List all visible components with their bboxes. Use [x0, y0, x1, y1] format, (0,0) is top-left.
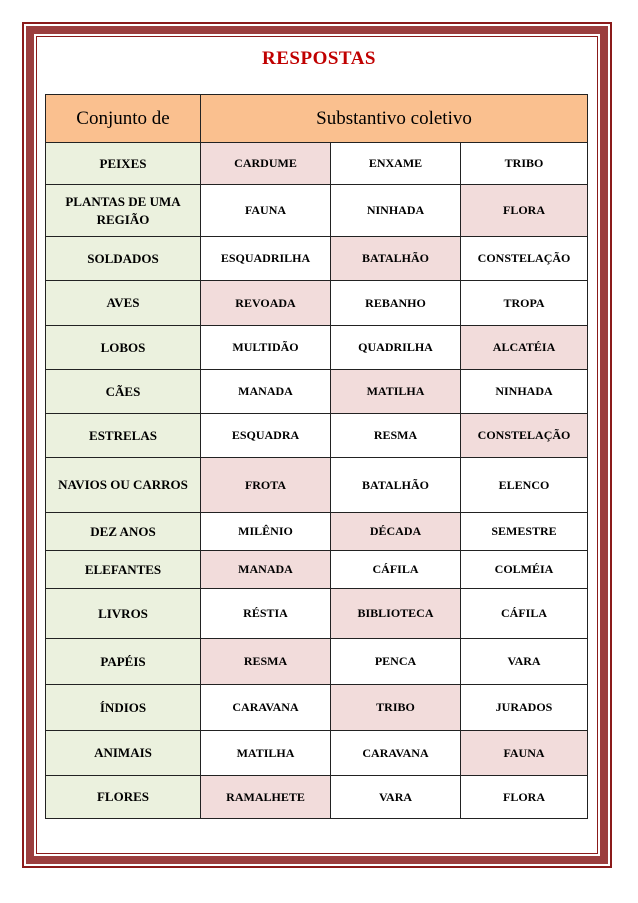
answer-option-correct: REVOADA — [201, 281, 331, 326]
table-row — [46, 326, 588, 370]
table-row — [46, 551, 588, 589]
table-row — [46, 639, 588, 685]
answer-option: VARA — [331, 776, 461, 819]
table-row — [46, 458, 588, 513]
answer-option: NINHADA — [461, 370, 588, 414]
answer-option-correct: FAUNA — [461, 731, 588, 776]
answer-option: MULTIDÃO — [201, 326, 331, 370]
answer-option: ESQUADRILHA — [201, 237, 331, 281]
answer-option: BATALHÃO — [331, 458, 461, 513]
group-cell: PLANTAS DE UMA REGIÃO — [46, 185, 201, 237]
table-row — [46, 589, 588, 639]
answer-option-correct: BATALHÃO — [331, 237, 461, 281]
answer-option-correct: FLORA — [461, 185, 588, 237]
table-row — [46, 185, 588, 237]
group-cell: SOLDADOS — [46, 237, 201, 281]
answer-option: COLMÉIA — [461, 551, 588, 589]
answer-option: NINHADA — [331, 185, 461, 237]
header-row — [46, 95, 588, 143]
answer-option-correct: FROTA — [201, 458, 331, 513]
answer-option-correct: CARDUME — [201, 143, 331, 185]
answer-option-correct: MANADA — [201, 551, 331, 589]
group-cell: ELEFANTES — [46, 551, 201, 589]
group-cell: FLORES — [46, 776, 201, 819]
answer-option: RESMA — [331, 414, 461, 458]
answer-option: QUADRILHA — [331, 326, 461, 370]
answer-option: FLORA — [461, 776, 588, 819]
answer-option: CÁFILA — [461, 589, 588, 639]
answer-option: MILÊNIO — [201, 513, 331, 551]
answer-option: CÁFILA — [331, 551, 461, 589]
group-cell: PEIXES — [46, 143, 201, 185]
answer-option: MATILHA — [201, 731, 331, 776]
table-row — [46, 237, 588, 281]
table-row — [46, 281, 588, 326]
table-row — [46, 731, 588, 776]
answer-option: TROPA — [461, 281, 588, 326]
answer-option: VARA — [461, 639, 588, 685]
table-row — [46, 513, 588, 551]
group-cell: LIVROS — [46, 589, 201, 639]
group-cell: CÃES — [46, 370, 201, 414]
answer-option-correct: MATILHA — [331, 370, 461, 414]
table-row — [46, 776, 588, 819]
table-row — [46, 370, 588, 414]
group-cell: PAPÉIS — [46, 639, 201, 685]
answer-option: ELENCO — [461, 458, 588, 513]
header-group: Conjunto de — [46, 95, 201, 143]
answer-option-correct: RESMA — [201, 639, 331, 685]
answers-table — [45, 94, 588, 819]
answer-option: PENCA — [331, 639, 461, 685]
table-row — [46, 685, 588, 731]
answer-option: FAUNA — [201, 185, 331, 237]
answer-option-correct: BIBLIOTECA — [331, 589, 461, 639]
answer-option: ENXAME — [331, 143, 461, 185]
answer-option: CONSTELAÇÃO — [461, 237, 588, 281]
answer-option-correct: RAMALHETE — [201, 776, 331, 819]
group-cell: LOBOS — [46, 326, 201, 370]
group-cell: AVES — [46, 281, 201, 326]
answer-option: JURADOS — [461, 685, 588, 731]
header-collective: Substantivo coletivo — [201, 95, 588, 143]
answer-option: RÉSTIA — [201, 589, 331, 639]
group-cell: DEZ ANOS — [46, 513, 201, 551]
answer-option: CARAVANA — [331, 731, 461, 776]
table-row — [46, 414, 588, 458]
answer-option-correct: ALCATÉIA — [461, 326, 588, 370]
answers-body — [46, 143, 588, 819]
answer-option: CARAVANA — [201, 685, 331, 731]
answer-option: MANADA — [201, 370, 331, 414]
answer-option-correct: DÉCADA — [331, 513, 461, 551]
answer-option: REBANHO — [331, 281, 461, 326]
answer-option: ESQUADRA — [201, 414, 331, 458]
group-cell: ESTRELAS — [46, 414, 201, 458]
answer-option-correct: TRIBO — [331, 685, 461, 731]
answer-option: SEMESTRE — [461, 513, 588, 551]
answer-option: TRIBO — [461, 143, 588, 185]
answer-option-correct: CONSTELAÇÃO — [461, 414, 588, 458]
page-title: RESPOSTAS — [262, 48, 376, 69]
table-row — [46, 143, 588, 185]
group-cell: ÍNDIOS — [46, 685, 201, 731]
group-cell: NAVIOS OU CARROS — [46, 458, 201, 513]
group-cell: ANIMAIS — [46, 731, 201, 776]
